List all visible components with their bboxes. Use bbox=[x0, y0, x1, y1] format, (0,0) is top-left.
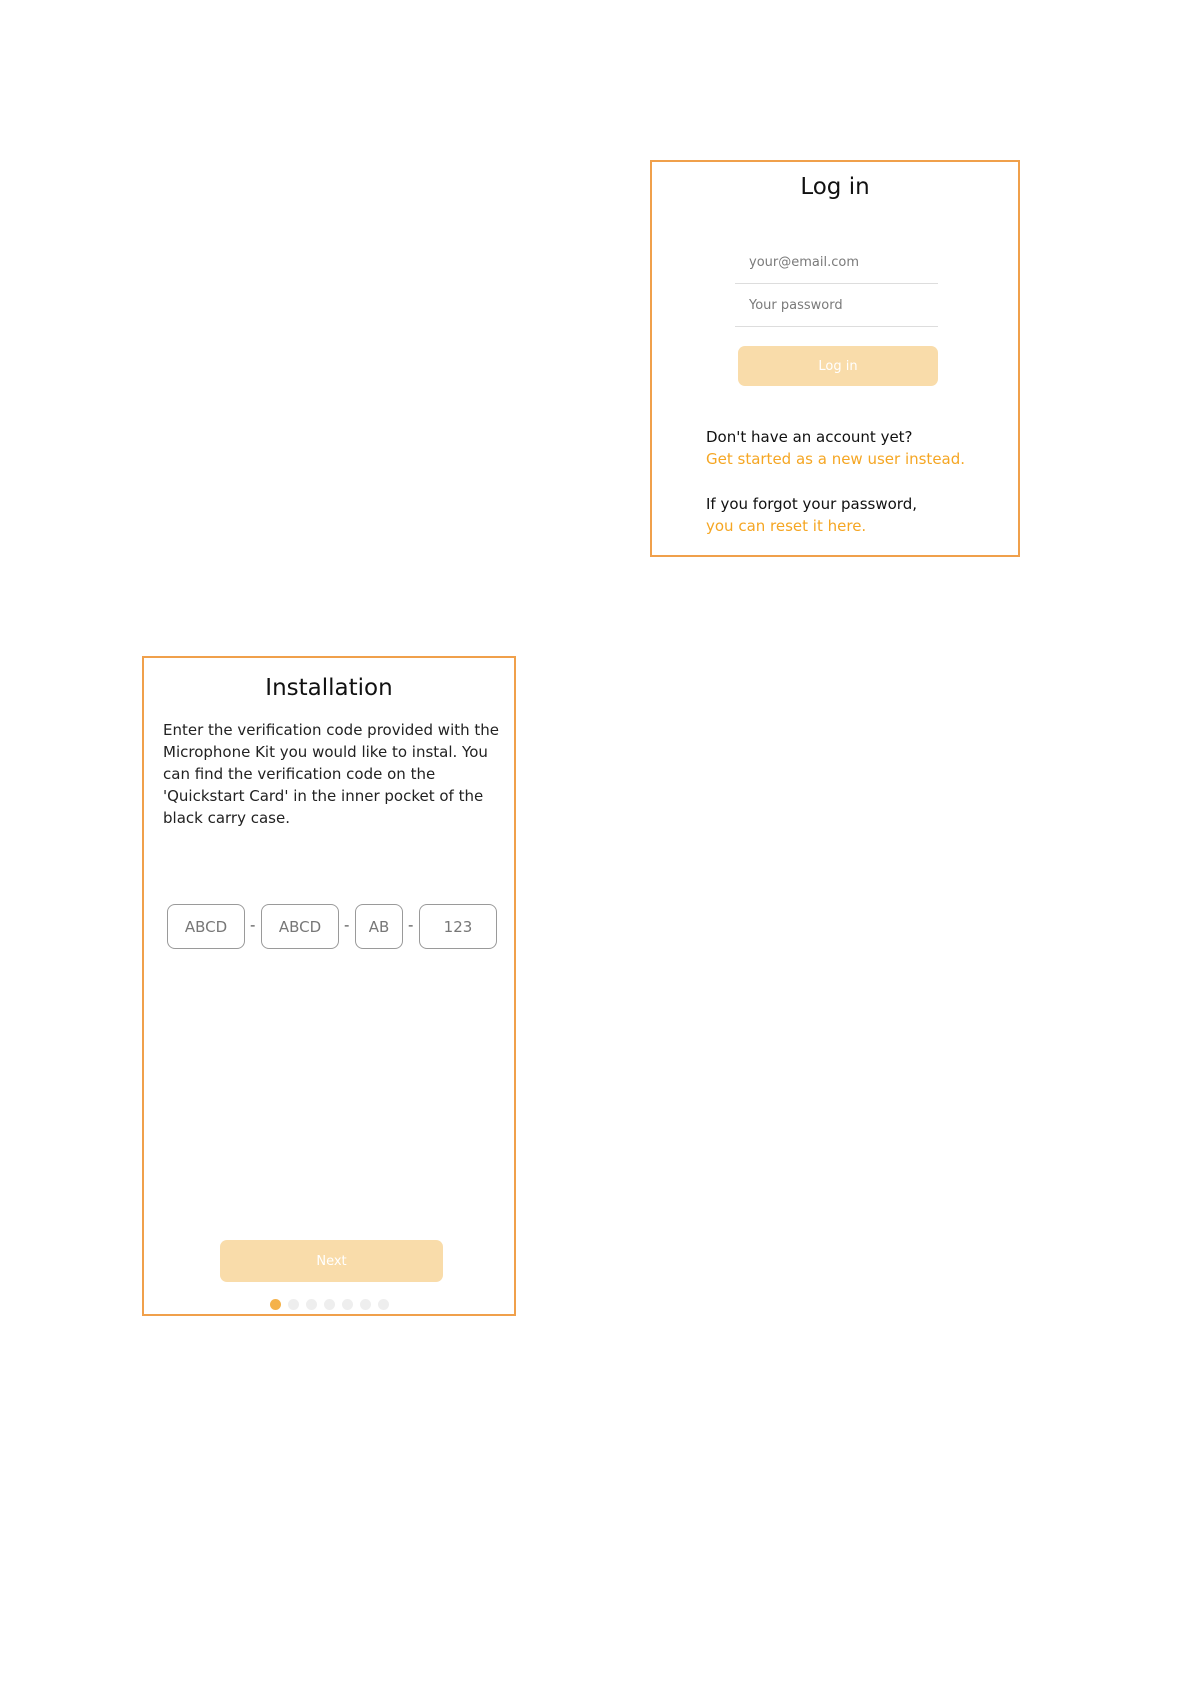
progress-dot-active bbox=[270, 1299, 281, 1310]
progress-dot bbox=[342, 1299, 353, 1310]
progress-dot bbox=[378, 1299, 389, 1310]
progress-dot bbox=[360, 1299, 371, 1310]
code-separator: - bbox=[250, 916, 256, 934]
installation-description: Enter the verification code provided with the Microphone Kit you would like to instal. You can find the verification code on the 'Quickstart Card' in the inner pocket of the black carry case. bbox=[163, 721, 500, 827]
password-field[interactable] bbox=[735, 285, 938, 327]
login-button[interactable]: Log in bbox=[738, 346, 938, 386]
code-field-3[interactable] bbox=[355, 904, 403, 949]
no-account-text: Don't have an account yet? bbox=[706, 428, 913, 446]
reset-password-link[interactable]: you can reset it here. bbox=[706, 517, 867, 535]
login-panel bbox=[650, 160, 1020, 557]
progress-dot bbox=[306, 1299, 317, 1310]
installation-title: Installation bbox=[265, 675, 393, 701]
progress-dots bbox=[144, 1299, 514, 1311]
code-field-4[interactable] bbox=[419, 904, 497, 949]
signup-link[interactable]: Get started as a new user instead. bbox=[706, 450, 966, 468]
email-field[interactable] bbox=[735, 242, 938, 284]
progress-dot bbox=[324, 1299, 335, 1310]
code-separator: - bbox=[408, 916, 414, 934]
next-button[interactable]: Next bbox=[220, 1240, 443, 1282]
forgot-password-text: If you forgot your password, bbox=[706, 495, 917, 513]
code-field-1[interactable] bbox=[167, 904, 245, 949]
code-field-2[interactable] bbox=[261, 904, 339, 949]
login-title: Log in bbox=[800, 174, 870, 200]
code-separator: - bbox=[344, 916, 350, 934]
installation-panel bbox=[142, 656, 516, 1316]
progress-dot bbox=[288, 1299, 299, 1310]
